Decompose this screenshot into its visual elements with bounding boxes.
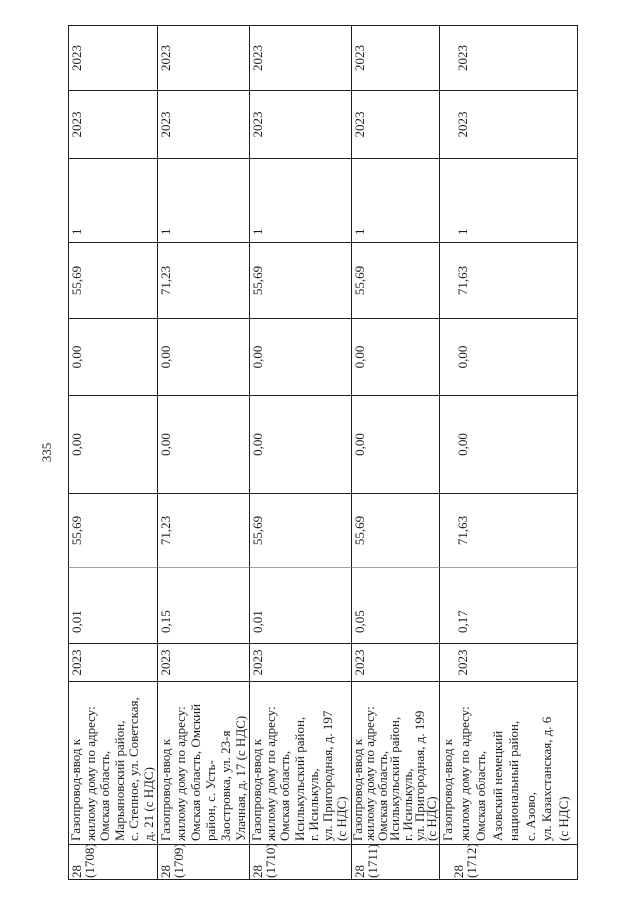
row-number-cell bbox=[250, 844, 352, 880]
cell-value: 0,00 bbox=[69, 433, 84, 456]
object-name-line: с. Степное, ул. Советская, bbox=[126, 697, 142, 841]
object-name-line: Марьяновский район, bbox=[111, 720, 127, 841]
object-name-line: Газопровод-ввод к bbox=[350, 738, 365, 841]
value-cell bbox=[440, 318, 578, 395]
row-number: 28 bbox=[69, 865, 84, 878]
value-cell bbox=[250, 643, 352, 681]
object-name-line: Газопровод-ввод к bbox=[68, 738, 83, 841]
object-name-cell bbox=[250, 681, 352, 844]
cell-value: 0,00 bbox=[158, 433, 173, 456]
rotated-page-frame bbox=[30, 25, 578, 880]
value-cell bbox=[158, 493, 250, 567]
value-cell bbox=[250, 25, 352, 90]
value-cell bbox=[250, 567, 352, 643]
object-name-line: с. Азово, bbox=[522, 791, 538, 841]
cell-value: 2023 bbox=[250, 649, 265, 676]
cell-value: 71,23 bbox=[158, 265, 173, 296]
value-cell bbox=[440, 242, 578, 318]
cell-value: 2023 bbox=[158, 111, 173, 138]
cell-value: 55,69 bbox=[69, 515, 84, 546]
object-name-line: жилому дому по адресу: bbox=[362, 706, 378, 841]
object-name-line: жилому дому по адресу: bbox=[173, 706, 188, 841]
value-cell bbox=[352, 158, 440, 242]
page-number: 335 bbox=[39, 442, 54, 463]
object-name-line: Омская область, bbox=[277, 750, 293, 841]
cell-value: 1 bbox=[250, 228, 265, 235]
cell-value: 2023 bbox=[352, 649, 367, 676]
cell-value: 2023 bbox=[69, 45, 84, 71]
object-name-line: жилому дому по адресу: bbox=[456, 706, 472, 841]
cell-value: 55,69 bbox=[69, 265, 84, 296]
object-name-line: ул. Пригородная, д. 197 bbox=[320, 710, 336, 841]
cell-value: 0,00 bbox=[250, 345, 265, 369]
object-name-line: ул. Казахстанская, д. 6 bbox=[539, 716, 554, 841]
cell-value: 2023 bbox=[352, 111, 367, 138]
value-cell bbox=[352, 395, 440, 493]
row-number: 28 bbox=[250, 865, 265, 878]
cell-value: 2023 bbox=[158, 45, 173, 71]
object-name-cell bbox=[68, 681, 158, 844]
cell-value: 0,00 bbox=[158, 345, 173, 369]
row-code: (1710) bbox=[263, 843, 278, 878]
object-name-line: Азовский немецкий bbox=[489, 730, 505, 841]
value-cell bbox=[158, 90, 250, 158]
object-name-line: жилому дому по адресу: bbox=[263, 706, 279, 841]
cell-value: 1 bbox=[352, 228, 367, 235]
row-number: 28 bbox=[158, 865, 173, 878]
cell-value: 0,17 bbox=[455, 610, 470, 633]
value-cell bbox=[158, 643, 250, 681]
object-name-line: Омская область, bbox=[374, 750, 390, 841]
cell-value: 0,01 bbox=[250, 610, 265, 633]
cell-value: 1 bbox=[158, 228, 173, 235]
value-cell bbox=[352, 25, 440, 90]
cell-value: 71,63 bbox=[455, 515, 470, 546]
cell-value: 2023 bbox=[455, 649, 470, 676]
value-cell bbox=[440, 567, 578, 643]
value-cell bbox=[440, 493, 578, 567]
cell-value: 55,69 bbox=[352, 515, 367, 546]
cell-value: 0,00 bbox=[455, 345, 470, 369]
object-name-line: Омская область, bbox=[473, 750, 488, 841]
value-cell bbox=[158, 395, 250, 493]
object-name-line: Омская область, bbox=[97, 750, 113, 841]
value-cell bbox=[68, 242, 158, 318]
cell-value: 0,00 bbox=[250, 433, 265, 456]
value-cell bbox=[68, 567, 158, 643]
row-number: 28 bbox=[352, 865, 367, 878]
cell-value: 55,69 bbox=[250, 265, 265, 296]
row-number: 28 bbox=[451, 865, 466, 878]
cell-value: 55,69 bbox=[352, 265, 367, 296]
page-sheet bbox=[30, 25, 578, 880]
object-name-cell bbox=[352, 681, 440, 844]
object-name-line: район, с. Усть- bbox=[203, 760, 218, 841]
row-number-cell bbox=[158, 844, 250, 880]
object-name-line: Газопровод-ввод к bbox=[249, 738, 264, 841]
value-cell bbox=[440, 395, 578, 493]
value-cell bbox=[352, 567, 440, 643]
value-cell bbox=[68, 158, 158, 242]
value-cell bbox=[158, 158, 250, 242]
object-name-line: (с НДС) bbox=[555, 796, 571, 841]
value-cell bbox=[158, 242, 250, 318]
value-cell bbox=[352, 90, 440, 158]
cell-value: 0,00 bbox=[69, 345, 84, 369]
value-cell bbox=[352, 493, 440, 567]
value-cell bbox=[440, 25, 578, 90]
cell-value: 0,00 bbox=[352, 345, 367, 369]
cell-value: 55,69 bbox=[250, 515, 265, 546]
value-cell bbox=[158, 318, 250, 395]
cell-value: 2023 bbox=[455, 111, 470, 138]
cell-value: 71,23 bbox=[158, 515, 173, 546]
cell-value: 1 bbox=[69, 228, 84, 235]
cell-value: 2023 bbox=[69, 649, 84, 676]
object-name-line: ул. Пригородная, д. 199 bbox=[412, 710, 428, 841]
object-name-line: Заостровка, ул. 23-я bbox=[218, 730, 233, 841]
cell-value: 2023 bbox=[455, 45, 470, 71]
value-cell bbox=[440, 643, 578, 681]
object-name-line: Омская область, Омский bbox=[188, 703, 203, 841]
row-code: (1711) bbox=[365, 843, 380, 878]
row-number-cell bbox=[352, 844, 440, 880]
value-cell bbox=[440, 90, 578, 158]
object-name-line: (с НДС) bbox=[334, 796, 350, 841]
object-name-line: Исилькульский район, bbox=[291, 716, 307, 841]
object-name-line: жилому дому по адресу: bbox=[82, 706, 98, 841]
row-code: (1709) bbox=[171, 843, 186, 878]
data-table bbox=[68, 25, 578, 880]
object-name-line: (с НДС) bbox=[424, 796, 440, 841]
value-cell bbox=[68, 643, 158, 681]
object-name-line: Исилькульский район, bbox=[387, 716, 403, 841]
cell-value: 2023 bbox=[250, 45, 265, 71]
row-code: (1712) bbox=[464, 843, 479, 878]
object-name-line: Улачная, д. 17 (с НДС) bbox=[233, 715, 248, 841]
cell-value: 71,63 bbox=[455, 265, 470, 296]
value-cell bbox=[352, 318, 440, 395]
value-cell bbox=[250, 242, 352, 318]
value-cell bbox=[250, 158, 352, 242]
cell-value: 1 bbox=[455, 228, 470, 235]
value-cell bbox=[68, 25, 158, 90]
value-cell bbox=[68, 318, 158, 395]
value-cell bbox=[68, 90, 158, 158]
cell-value: 0,15 bbox=[158, 610, 173, 633]
cell-value: 0,01 bbox=[69, 610, 84, 633]
row-number-cell bbox=[68, 844, 158, 880]
cell-value: 2023 bbox=[158, 649, 173, 676]
object-name-line: национальный район, bbox=[506, 720, 521, 841]
object-name-line: д. 21 (с НДС) bbox=[140, 767, 156, 841]
value-cell bbox=[250, 493, 352, 567]
value-cell bbox=[250, 90, 352, 158]
cell-value: 2023 bbox=[352, 45, 367, 71]
object-name-line: г. Исилькуль, bbox=[399, 768, 415, 841]
value-cell bbox=[440, 158, 578, 242]
object-name-cell bbox=[158, 681, 250, 844]
object-name-line: Газопровод-ввод к bbox=[158, 738, 173, 841]
value-cell bbox=[68, 395, 158, 493]
object-name-cell bbox=[440, 681, 578, 844]
cell-value: 0,00 bbox=[352, 433, 367, 456]
value-cell bbox=[250, 395, 352, 493]
value-cell bbox=[158, 567, 250, 643]
value-cell bbox=[352, 242, 440, 318]
row-code: (1708) bbox=[82, 843, 97, 878]
cell-value: 2023 bbox=[250, 111, 265, 138]
object-name-line: г. Исилькуль, bbox=[305, 768, 321, 841]
row-number-cell bbox=[440, 844, 578, 880]
value-cell bbox=[68, 493, 158, 567]
value-cell bbox=[158, 25, 250, 90]
cell-value: 0,05 bbox=[352, 610, 367, 633]
value-cell bbox=[352, 643, 440, 681]
object-name-line: Газопровод-ввод к bbox=[440, 738, 455, 841]
value-cell bbox=[250, 318, 352, 395]
cell-value: 2023 bbox=[69, 111, 84, 138]
cell-value: 0,00 bbox=[455, 433, 470, 456]
